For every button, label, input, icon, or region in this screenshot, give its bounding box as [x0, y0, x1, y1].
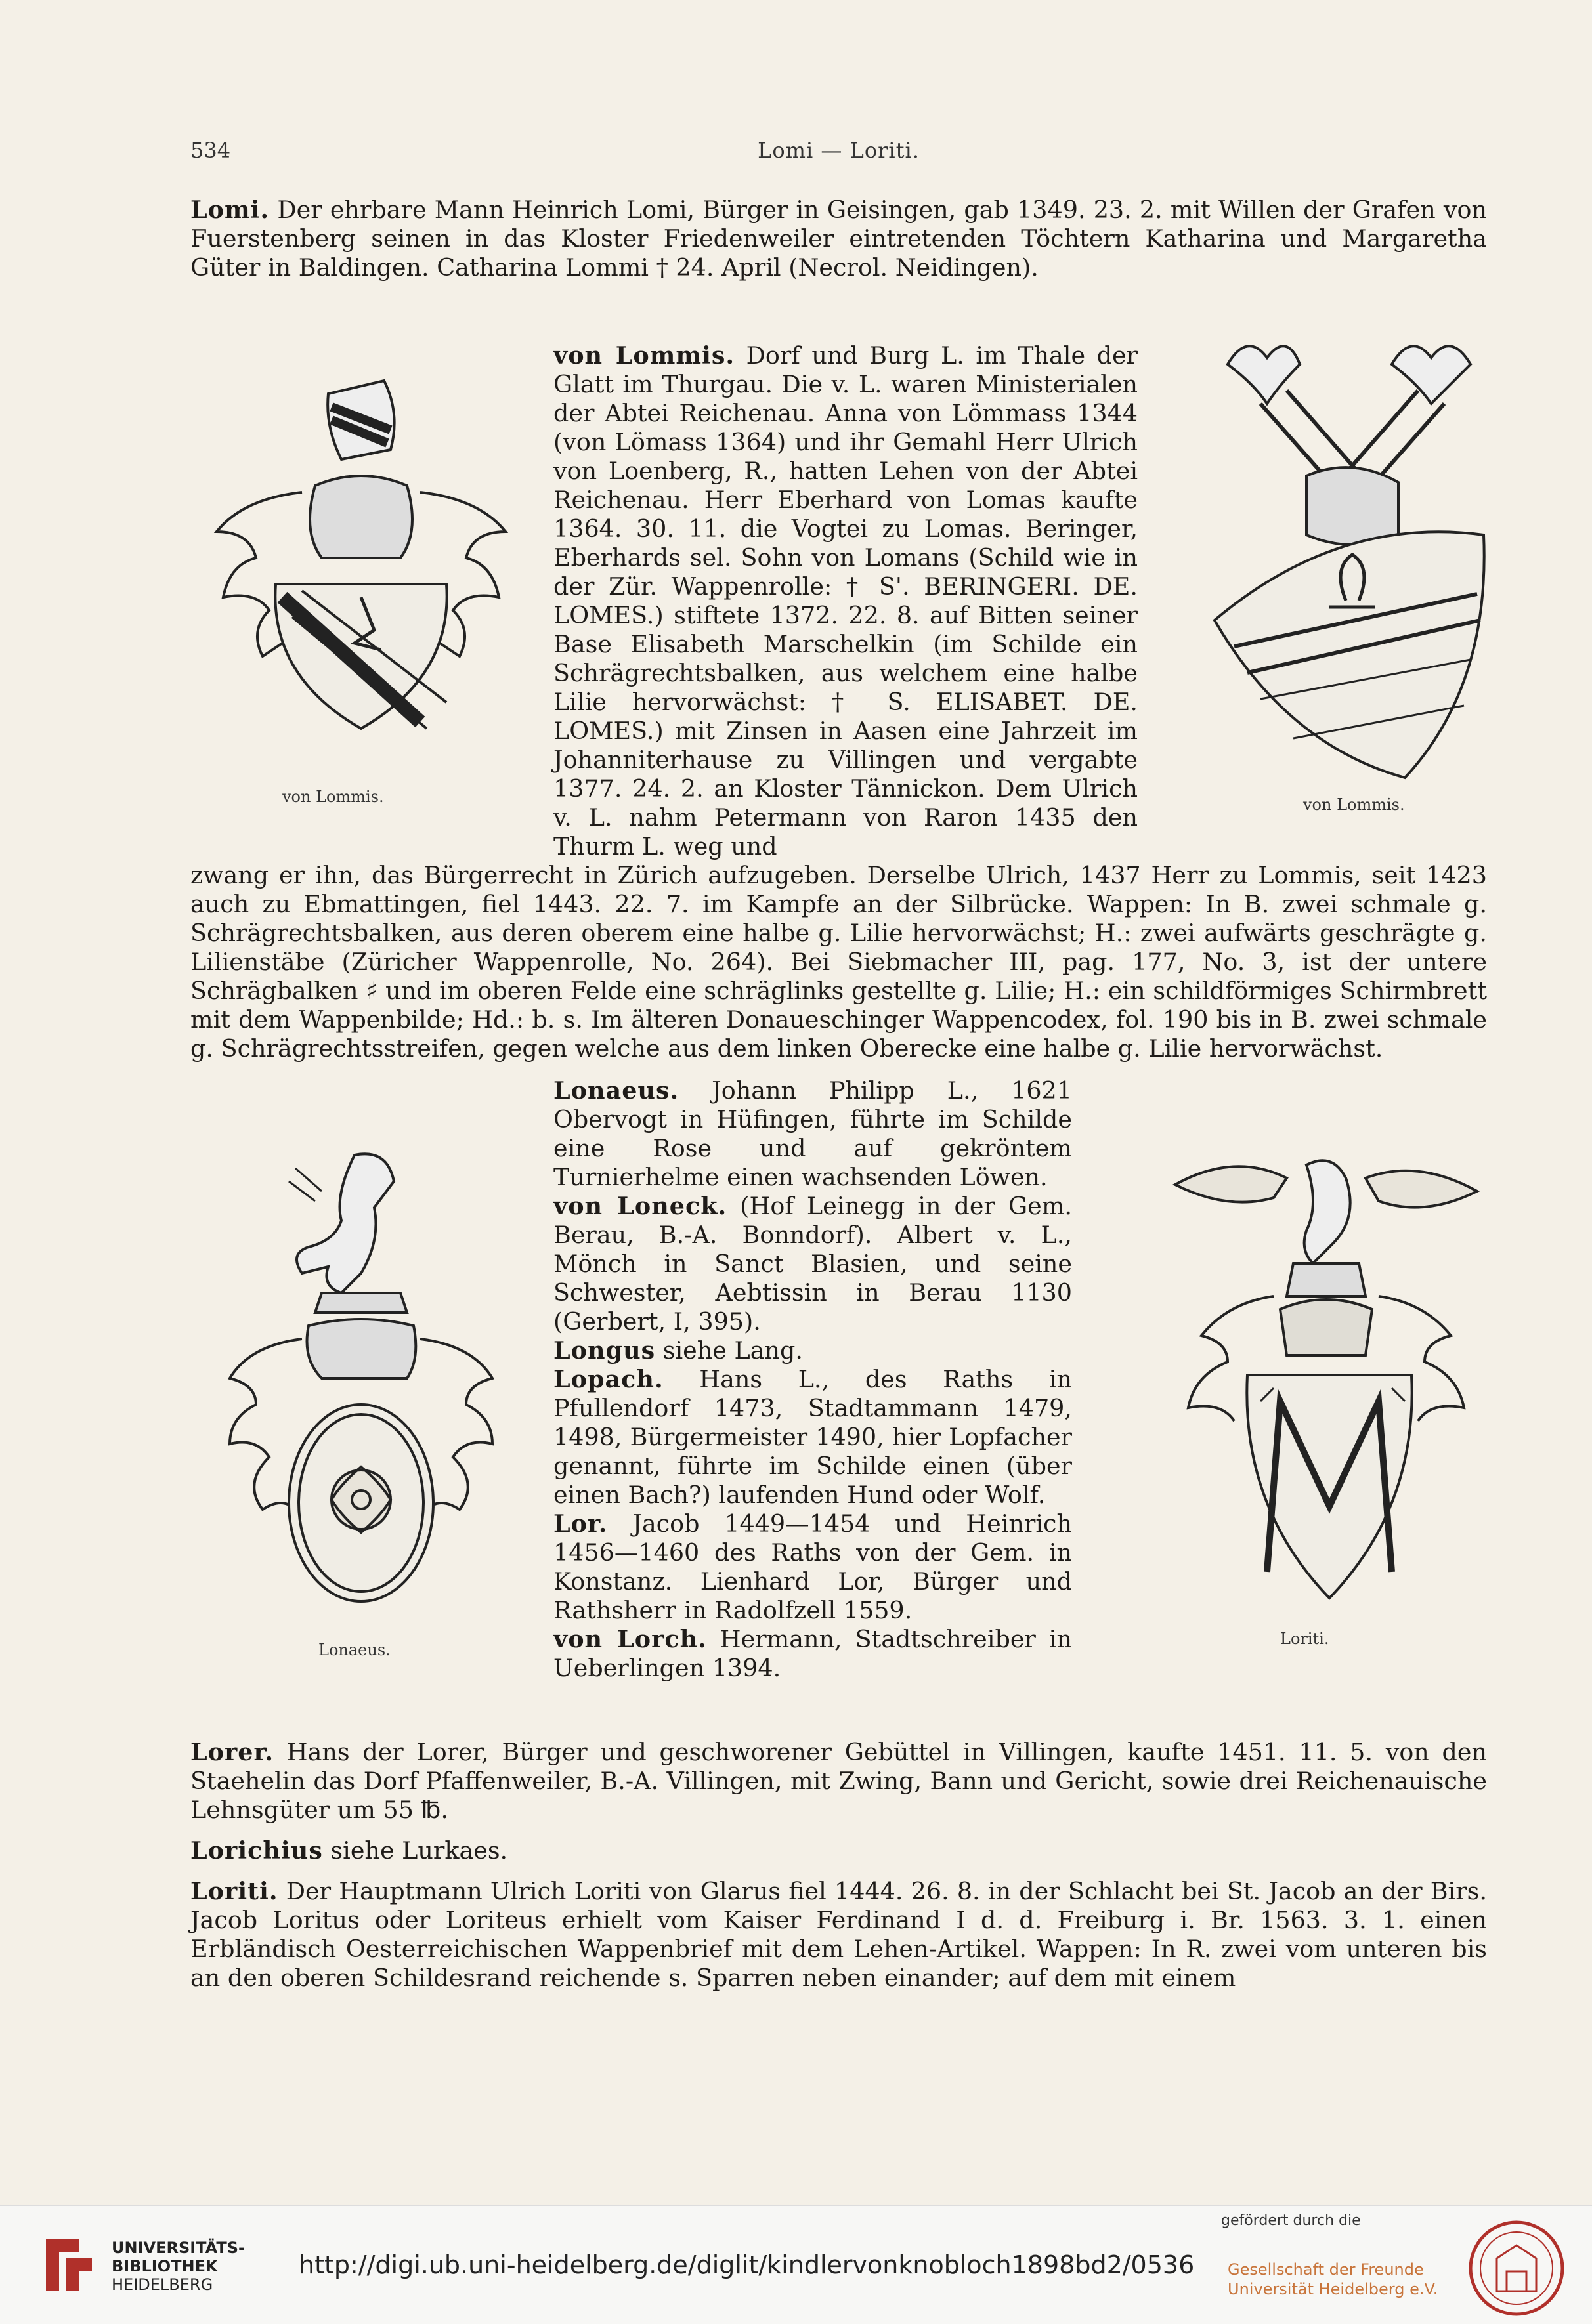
- caption-lonaeus: Lonaeus.: [318, 1641, 391, 1659]
- headword: von Lorch.: [553, 1625, 707, 1653]
- entry-lonaeus: [553, 1076, 1072, 1192]
- coat-of-arms-lommis-left: [204, 335, 519, 761]
- coat-of-arms-loriti: [1162, 1139, 1490, 1618]
- sponsor-label: gefördert durch die: [1221, 2212, 1361, 2229]
- entry-text: zwang er ihn, das Bürgerrecht in Zürich aufzugeben. Derselbe Ulrich, 1437 Herr zu Lommis, seit 1423 auch zu Ebmattingen, fiel 1443. 22. 7. im Kampfe an der Silbrücke. Wappen: In B. zwei schmale g. Schrägrechtsbalken, aus deren oberem eine halbe g. Lilie hervorwächst; H.: zwei aufwärts geschrägte g. Lilienstäbe (Züricher Wappenrolle, No. 264). Bei Siebmacher III, pag. 177, No. 3, ist der untere Schrägbalken ♯ und im oberen Felde eine schräglinks gestellte g. Lilie; H.: ein schildförmiges Schirmbrett mit dem Wappenbilde; Hd.: b. s. Im älteren Donaueschinger Wappencodex, fol. 190 bis in B. zwei schmale g. Schrägrechtsstreifen, gegen welche aus dem linken Oberecke eine halbe g. Lilie hervorwächst.: [190, 861, 1487, 1063]
- entry-text: Hans L., des Raths in Pfullendorf 1473, Stadtammann 1479, 1498, Bürgermeister 1490, hier Lopfacher genannt, führte im Schilde einen (über einen Bach?) laufenden Hund oder Wolf.: [553, 1365, 1072, 1509]
- library-name: UNIVERSITÄTS- BIBLIOTHEK HEIDELBERG: [112, 2239, 246, 2294]
- entry-lorichius: [190, 1836, 1487, 1865]
- headword: Lorer.: [190, 1738, 274, 1766]
- caption-lommis-right: von Lommis.: [1303, 795, 1405, 814]
- footer-bar: [0, 2205, 1592, 2324]
- page-header: [190, 138, 1487, 177]
- entry-longus: [553, 1336, 1072, 1365]
- entry-lor: [553, 1510, 1072, 1625]
- running-title: Lomi — Loriti.: [758, 138, 920, 163]
- entry-lommis: [553, 341, 1138, 861]
- entry-lomi: [190, 196, 1487, 282]
- entry-lopach: [553, 1365, 1072, 1510]
- entry-lorer: [190, 1738, 1487, 1825]
- headword: von Lommis.: [553, 341, 735, 370]
- entry-text: Der Hauptmann Ulrich Loriti von Glarus fiel 1444. 26. 8. in der Schlacht bei St. Jacob an der Birs. Jacob Loritus oder Loriteus erhielt vom Kaiser Ferdinand I d. d. Freiburg i. Br. 1563. 3. 1. einen Erbländisch Oesterreichischen Wappenbrief mit dem Lehen-Artikel. Wappen: In R. zwei vom unteren bis an den oberen Schildesrand reichende s. Sparren neben einander; auf dem mit einem: [190, 1877, 1487, 1992]
- entry-text: siehe Lurkaes.: [322, 1836, 508, 1865]
- headword: Lonaeus.: [553, 1076, 679, 1105]
- entry-lommis-continued: [190, 861, 1487, 1063]
- entry-text: Dorf und Burg L. im Thale der Glatt im Thurgau. Die v. L. waren Ministerialen der Abtei Reichenau. Anna von Lömmass 1344 (von Lömass 1364) und ihr Gemahl Herr Ulrich von Loenberg, R., hatten Lehen von der Abtei Reichenau. Herr Eberhard von Lomas kaufte 1364. 30. 11. die Vogtei zu Lomas. Beringer, Eberhards sel. Sohn von Lomans (Schild wie in der Zür. Wappenrolle: † S'. BERINGERI. DE. LOMES.) stiftete 1372. 22. 8. auf Bitten seiner Base Elisabeth Marschelkin (im Schilde ein Schrägrechtsbalken, aus welchem eine halbe Lilie hervorwächst: † S. ELISABET. DE. LOMES.) mit Zinsen in Aasen eine Jahrzeit im Johanniterhause zu Villingen und vergabte 1377. 24. 2. an Kloster Tännickon. Dem Ulrich v. L. nahm Petermann von Raron 1435 den Thurm L. weg und: [553, 341, 1138, 860]
- coat-of-arms-lommis-right: [1208, 318, 1497, 791]
- headword: Lor.: [553, 1510, 608, 1538]
- headword: Longus: [553, 1336, 656, 1364]
- entry-text: Johann Philipp L., 1621 Obervogt in Hüfingen, führte im Schilde eine Rose und auf gekröntem Turnierhelme einen wachsenden Löwen.: [553, 1076, 1072, 1191]
- entry-loneck: [553, 1192, 1072, 1336]
- entry-text: Der ehrbare Mann Heinrich Lomi, Bürger in Geisingen, gab 1349. 23. 2. mit Willen der Grafen von Fuerstenberg seinen in das Kloster Friedenweiler eintretenden Töchtern Katharina und Margaretha Güter in Baldingen. Catharina Lommi † 24. April (Necrol. Neidingen).: [190, 196, 1487, 282]
- library-logo-icon: [39, 2232, 98, 2298]
- headword: Lopach.: [553, 1365, 664, 1393]
- entry-text: siehe Lang.: [655, 1336, 803, 1364]
- entry-loriti: [190, 1877, 1487, 1993]
- permalink-url[interactable]: http://digi.ub.uni-heidelberg.de/diglit/kindlervonknobloch1898bd2/0536: [299, 2250, 1195, 2279]
- caption-loriti: Loriti.: [1280, 1630, 1329, 1648]
- entry-text: Hermann, Stadtschreiber in Ueberlingen 1394.: [553, 1625, 1072, 1682]
- coat-of-arms-lonaeus: [210, 1142, 512, 1628]
- headword: von Loneck.: [553, 1192, 727, 1220]
- sponsor-name: Gesellschaft der Freunde Universität Heidelberg e.V.: [1228, 2260, 1438, 2298]
- narrow-column: [553, 1076, 1072, 1683]
- page-number: 534: [190, 138, 231, 163]
- entry-lorch: [553, 1625, 1072, 1683]
- headword: Lorichius: [190, 1836, 323, 1865]
- caption-lommis-left: von Lommis.: [282, 788, 384, 806]
- headword: Lomi.: [190, 196, 270, 224]
- entry-text: Jacob 1449—1454 und Heinrich 1456—1460 des Raths von der Gem. in Konstanz. Lienhard Lor, Bürger und Rathsherr in Radolfzell 1559.: [553, 1510, 1072, 1624]
- entry-text: (Hof Leinegg in der Gem. Berau, B.-A. Bonndorf). Albert v. L., Mönch in Sanct Blasien, und seine Schwester, Aebtissin in Berau 1130 (Gerbert, I, 395).: [553, 1192, 1072, 1336]
- university-seal-icon: [1467, 2219, 1566, 2317]
- entries-tail: [190, 1738, 1487, 1993]
- entry-text: Hans der Lorer, Bürger und geschworener Gebüttel in Villingen, kaufte 1451. 11. 5. von den Staehelin das Dorf Pfaffenweiler, B.-A. Villingen, mit Zwing, Bann und Gericht, sowie drei Reichenauische Lehnsgüter um 55 ℔.: [190, 1738, 1487, 1824]
- headword: Loriti.: [190, 1877, 278, 1905]
